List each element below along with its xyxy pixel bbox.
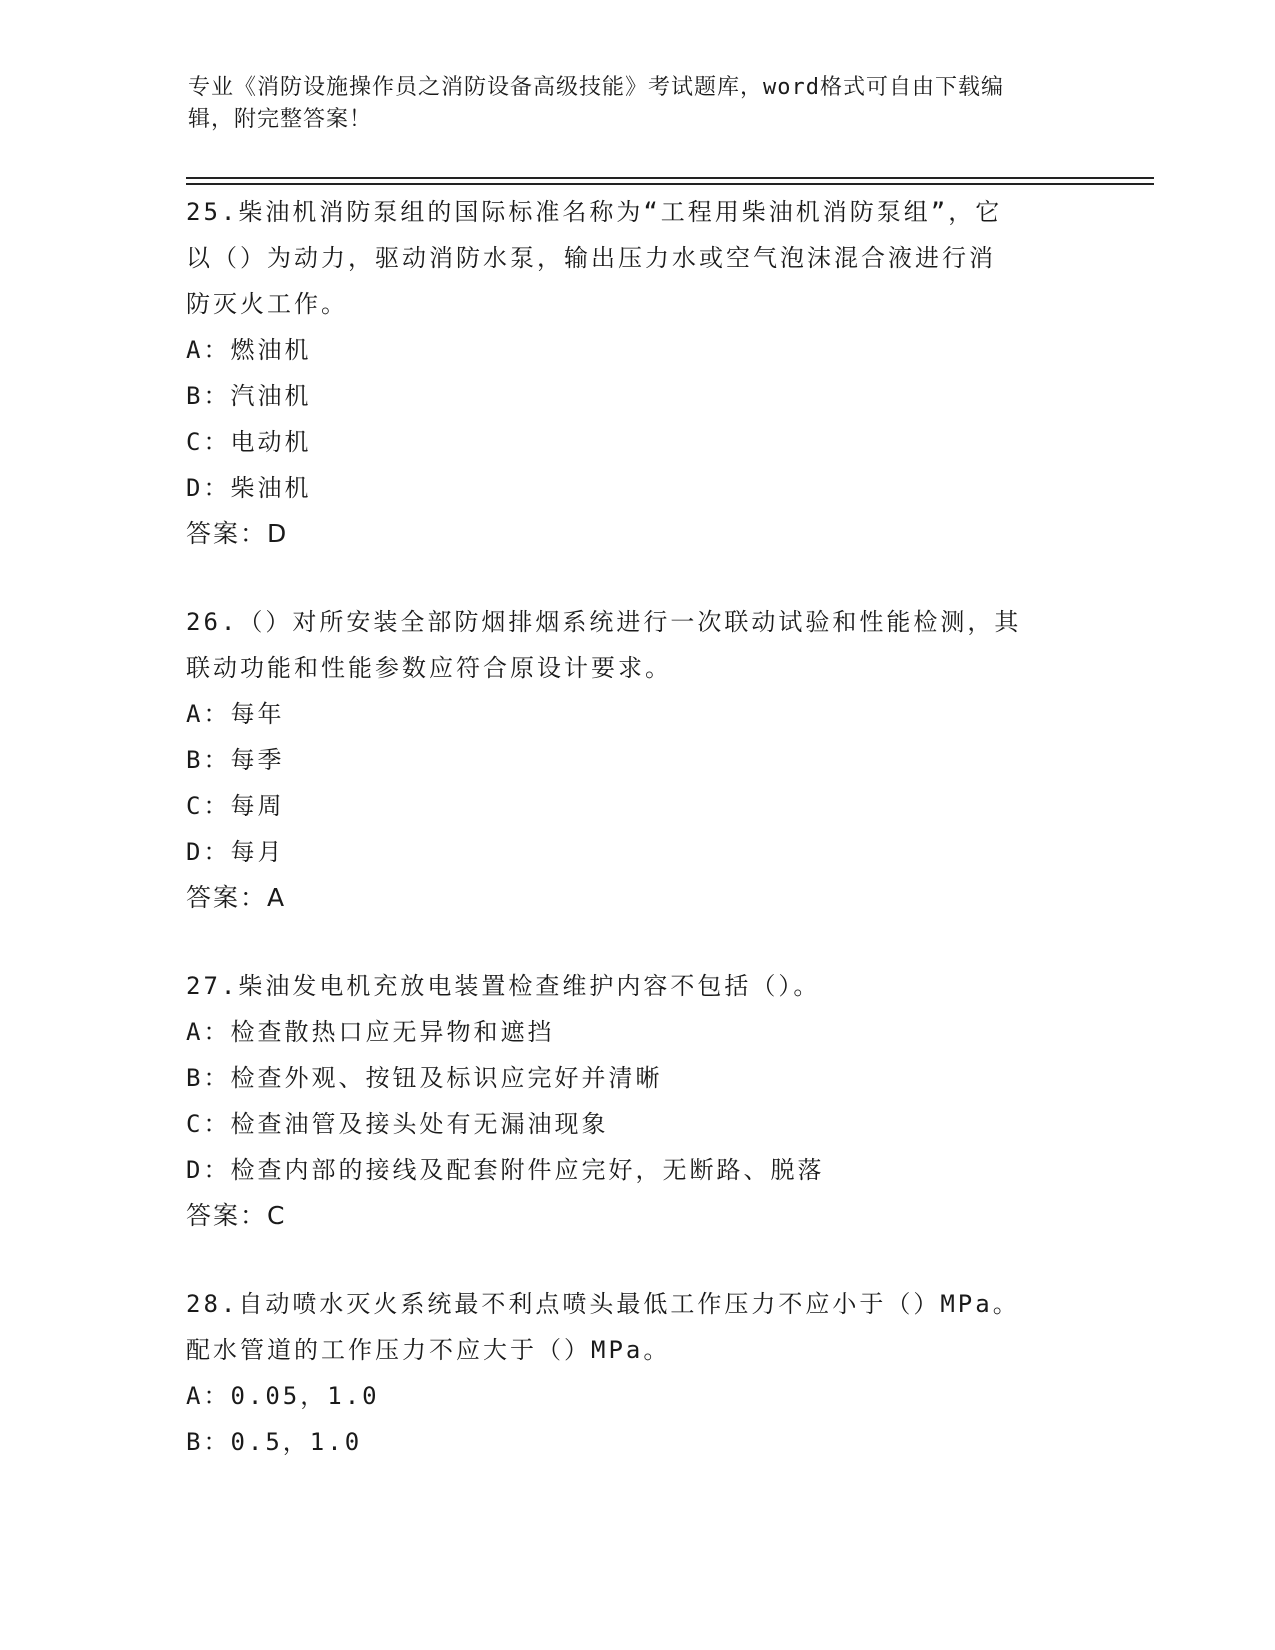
document-header	[188, 72, 1088, 136]
option-d: D：每月	[186, 838, 285, 866]
question-text-line: 配水管道的工作压力不应大于（）MPa。	[186, 1336, 671, 1364]
answer: 答案：A	[186, 883, 287, 912]
answer: 答案：D	[186, 519, 289, 548]
question-25	[186, 189, 1086, 557]
question-28	[186, 1281, 1086, 1465]
header-line-1: 专业《消防设施操作员之消防设备高级技能》考试题库，word格式可自由下载编	[188, 75, 1004, 100]
option-b: B：0.5，1.0	[186, 1428, 363, 1456]
question-list	[186, 189, 1086, 1507]
option-b: B：检查外观、按钮及标识应完好并清晰	[186, 1064, 663, 1092]
question-text-line: 26.（）对所安装全部防烟排烟系统进行一次联动试验和性能检测，其	[186, 608, 1022, 636]
question-text-line: 25.柴油机消防泵组的国际标准名称为“工程用柴油机消防泵组”，它	[186, 198, 1003, 226]
header-divider-top	[186, 177, 1154, 179]
answer: 答案：C	[186, 1201, 287, 1230]
question-26	[186, 599, 1086, 921]
option-a: A：0.05，1.0	[186, 1382, 380, 1410]
option-a: A：检查散热口应无异物和遮挡	[186, 1018, 555, 1046]
question-27	[186, 963, 1086, 1239]
option-a: A：每年	[186, 700, 285, 728]
option-d: D：检查内部的接线及配套附件应完好，无断路、脱落	[186, 1156, 825, 1184]
question-text-line: 28.自动喷水灭火系统最不利点喷头最低工作压力不应小于（）MPa。	[186, 1290, 1020, 1318]
header-divider-bottom	[186, 183, 1154, 185]
option-a: A：燃油机	[186, 336, 312, 364]
question-text-line: 以（）为动力，驱动消防水泵，输出压力水或空气泡沫混合液进行消	[186, 244, 996, 272]
question-text-line: 27.柴油发电机充放电装置检查维护内容不包括（）。	[186, 972, 821, 1000]
option-d: D：柴油机	[186, 474, 312, 502]
header-line-2: 辑，附完整答案！	[188, 107, 373, 132]
option-c: C：每周	[186, 792, 285, 820]
question-text-line: 联动功能和性能参数应符合原设计要求。	[186, 654, 672, 682]
option-b: B：汽油机	[186, 382, 312, 410]
option-c: C：电动机	[186, 428, 312, 456]
option-b: B：每季	[186, 746, 285, 774]
option-c: C：检查油管及接头处有无漏油现象	[186, 1110, 609, 1138]
question-text-line: 防灭火工作。	[186, 290, 348, 318]
